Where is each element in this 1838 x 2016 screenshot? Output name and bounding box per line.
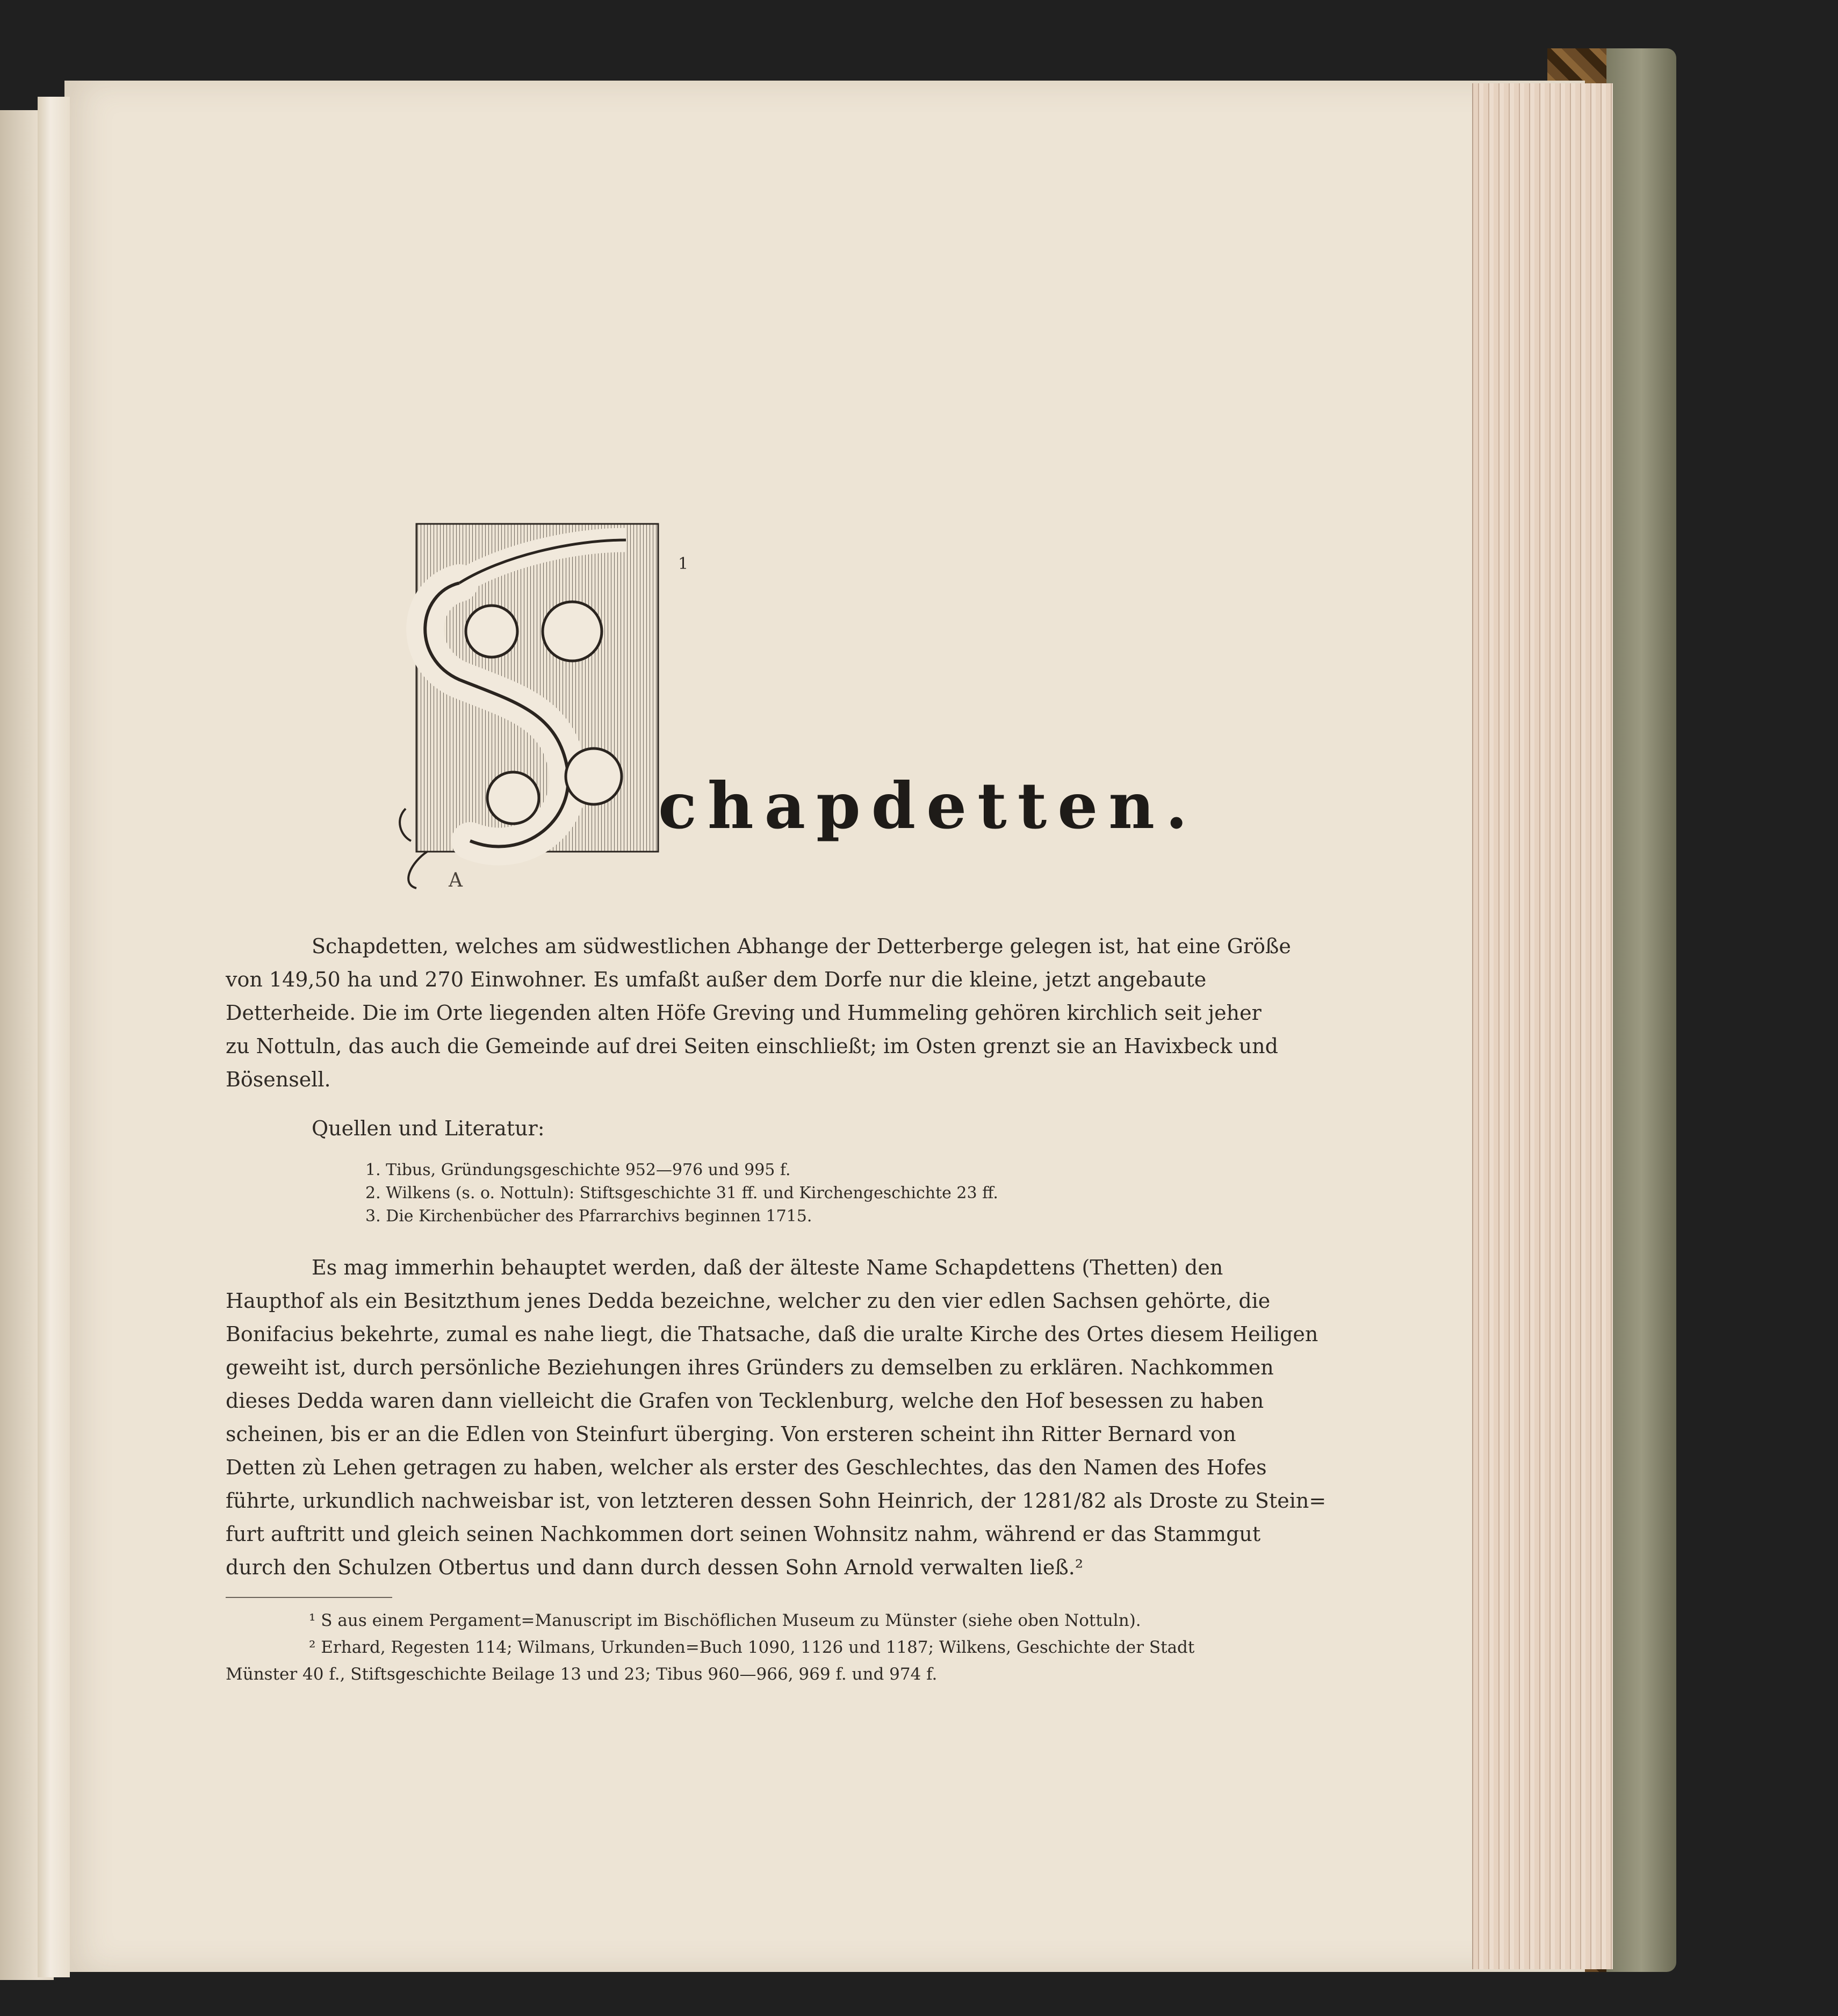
history-line: scheinen, bis er an die Edlen von Steinfurt überging. Von ersteren scheint ihn Ritter Bernard von [226,1422,1236,1446]
heading-footnote-mark: 1 [678,555,689,573]
literature-item: 3. Die Kirchenbücher des Pfarrarchivs beginnen 1715. [365,1207,812,1226]
footnote-line: ¹ S aus einem Pergament=Manuscript im Bischöflichen Museum zu Münster (siehe oben Nottuln). [309,1611,1141,1630]
cover-spine-edge [1606,48,1676,1972]
intro-line: Schapdetten, welches am südwestlichen Abhange der Detterberge gelegen ist, hat eine Größe [312,934,1291,958]
page-gutter [38,97,70,1977]
history-line: Bonifacius bekehrte, zumal es nahe liegt, die Thatsache, daß die uralte Kirche des Ortes diesem Heiligen [226,1322,1318,1346]
history-line: führte, urkundlich nachweisbar ist, von letzteren dessen Sohn Heinrich, der 1281/82 als Droste zu Stein= [226,1489,1327,1513]
page-title: chapdetten. [658,768,1199,843]
initial-signature: A [449,869,463,889]
intro-line: Detterheide. Die im Orte liegenden alten Höfe Greving und Hummeling gehören kirchlich seit jeher [226,1001,1262,1025]
history-line: durch den Schulzen Otbertus und dann durch dessen Sohn Arnold verwalten ließ.² [226,1556,1084,1579]
history-line: Es mag immerhin behauptet werden, daß der älteste Name Schapdettens (Thetten) den [312,1256,1223,1279]
history-line: Haupthof als ein Besitzthum jenes Dedda bezeichne, welcher zu den vier edlen Sachsen gehörte, die [226,1289,1271,1313]
intro-line: zu Nottuln, das auch die Gemeinde auf drei Seiten einschließt; im Osten grenzt sie an Havixbeck und [226,1034,1278,1058]
history-line: geweiht ist, durch persönliche Beziehungen ihres Gründers zu demselben zu erklären. Nachkommen [226,1356,1274,1379]
footnote-rule [226,1597,392,1598]
history-line: Detten zù Lehen getragen zu haben, welcher als erster des Geschlechtes, das den Namen des Hofes [226,1456,1267,1479]
footnote-line: ² Erhard, Regesten 114; Wilmans, Urkunden=Buch 1090, 1126 und 1187; Wilkens, Geschichte der Stadt [309,1638,1195,1657]
footnote-line: Münster 40 f., Stiftsgeschichte Beilage 13 und 23; Tibus 960—966, 969 f. und 974 f. [226,1665,938,1684]
page-block-edges [1472,83,1613,1969]
intro-line: von 149,50 ha und 270 Einwohner. Es umfaßt außer dem Dorfe nur die kleine, jetzt angebaute [226,968,1207,991]
literature-heading: Quellen und Literatur: [312,1117,545,1140]
literature-item: 2. Wilkens (s. o. Nottuln): Stiftsgeschichte 31 ff. und Kirchengeschichte 23 ff. [365,1184,998,1203]
history-line: furt auftritt und gleich seinen Nachkommen dort seinen Wohnsitz nahm, während er das Stammgut [226,1522,1261,1546]
literature-item: 1. Tibus, Gründungsgeschichte 952—976 und 995 f. [365,1161,791,1179]
intro-line: Bösensell. [226,1068,331,1091]
illuminated-initial [395,519,661,889]
history-line: dieses Dedda waren dann vielleicht die Grafen von Tecklenburg, welche den Hof besessen zu haben [226,1389,1264,1413]
